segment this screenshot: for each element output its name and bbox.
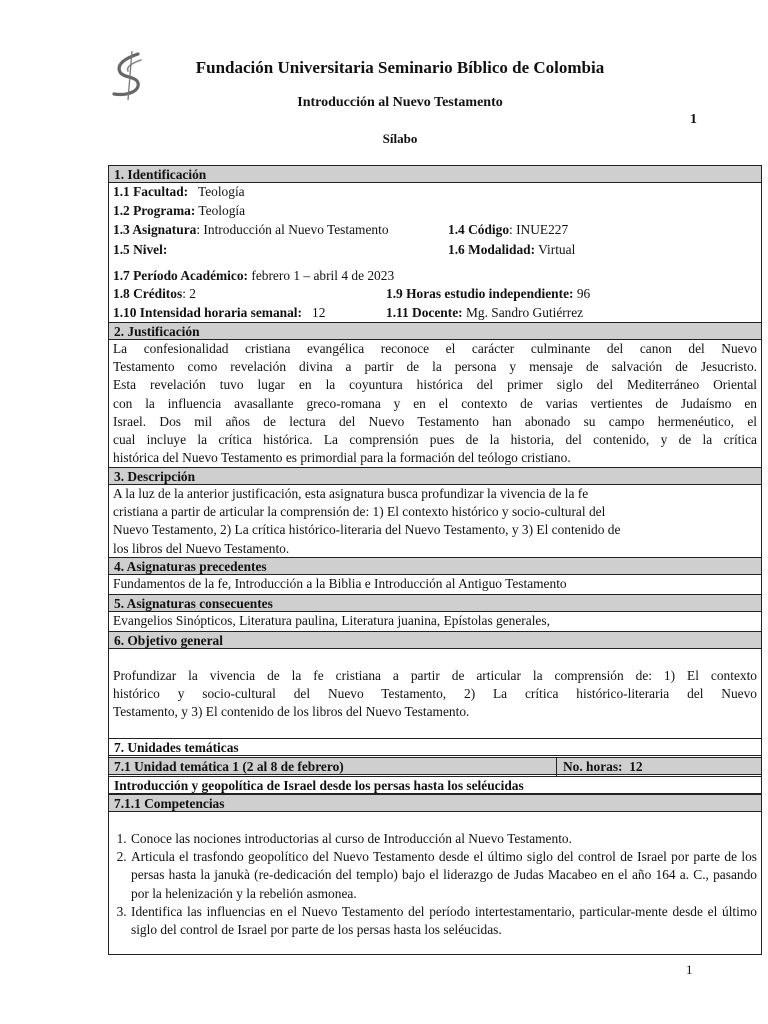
justificacion-text: La confesionalidad cristiana evangélica reconoce el carácter culminante del canon del Nuevo Testamento como revelación divina a partir de la persona y mensaje de salvación de Jesucristo. Esta revelación tuvo lugar en la coyuntura histórica del primer siglo del Mediterráneo Oriental con la influencia avasallante greco-romana y en el contexto de varias vertientes de Judaísmo en Israel. Dos mil años de lectura del Nuevo Testamento han abonado su campo hermenéutico, el cual incluye la crítica histórica. La comprensión pues de la historia, del contenido, y de la crítica histórica del Nuevo Testamento es primordial para la formación del teólogo cristiano.: [113, 341, 757, 466]
unit-1-row: [108, 757, 762, 775]
competencias-heading: 7.1.1 Competencias: [108, 794, 762, 812]
identificacion-fields: [108, 183, 762, 322]
nivel-label: 1.5 Nivel:: [113, 242, 168, 257]
horas-value: 96: [576, 286, 591, 301]
programa-value: Teología: [198, 203, 246, 218]
intensidad-value: 12: [312, 305, 326, 320]
document-type: Sílabo: [382, 131, 418, 146]
unit-1-title: 7.1 Unidad temática 1 (2 al 8 de febrero): [114, 759, 344, 774]
page-number-bottom: 1: [686, 962, 693, 977]
codigo-label: 1.4 Código: [448, 222, 510, 237]
docente-value: Mg. Sandro Gutiérrez: [465, 305, 584, 320]
precedentes-text: Fundamentos de la fe, Introducción a la Biblia e Introducción al Antiguo Testamento: [113, 576, 567, 591]
section-objetivo-heading: 6. Objetivo general: [108, 631, 762, 649]
section-justificacion-heading: 2. Justificación: [108, 322, 762, 340]
unit-hours-label: No. horas:: [563, 759, 623, 774]
modalidad-value: Virtual: [538, 242, 576, 257]
periodo-value: febrero 1 – abril 4 de 2023: [251, 268, 395, 283]
competencia-item: 2. Articula el trasfondo geopolítico del Nuevo Testamento desde el último siglo del control de Israel por parte de los persas hasta la janukà (re-dedicación del templo) bajo el liderazgo de Judas Macabeo en el año 164 a. C., pasando por la helenización y la rebelión asmonea.: [130, 848, 757, 903]
competencia-item: 3. Identifica las influencias en el Nuevo Testamento del período intertestamentario, particular-mente desde el último siglo del control de Israel por parte de los persas hasta los seléucidas.: [130, 903, 757, 939]
unit-1-topic: Introducción y geopolítica de Israel desde los persas hasta los seléucidas: [108, 776, 762, 794]
facultad-value: Teología: [197, 184, 245, 199]
objetivo-text: Profundizar la vivencia de la fe cristiana a partir de articular la comprensión de: 1) El contexto histórico y socio-cultural del Nuevo Testamento, 2) La crítica histórico-literaria del Nuevo Testamento, y 3) El contenido de los libros del Nuevo Testamento.: [113, 668, 757, 720]
consecuentes-text: Evangelios Sinópticos, Literatura paulina, Literatura juanina, Epístolas generales,: [113, 613, 550, 628]
descripcion-text: A la luz de la anterior justificación, esta asignatura busca profundizar la vivencia de la fe cristiana a partir de articular la comprensión de: 1) El contexto histórico y socio-cultural del Nuevo Testamento, 2) La crítica histórico-literaria del Nuevo Testamento, y 3) El contenido de los libros del Nuevo Testamento.: [113, 486, 621, 556]
intensidad-label: 1.10 Intensidad horaria semanal:: [113, 305, 302, 320]
docente-label: 1.11 Docente:: [386, 305, 463, 320]
section-unidades-heading: 7. Unidades temáticas: [108, 738, 762, 756]
codigo-value: : INUE227: [509, 222, 569, 237]
unit-hours-value: 12: [629, 759, 643, 774]
programa-label: 1.2 Programa:: [113, 203, 196, 218]
competencias-list: [108, 830, 762, 939]
institution-name: Fundación Universitaria Seminario Bíblico de Colombia: [195, 58, 605, 77]
modalidad-label: 1.6 Modalidad:: [448, 242, 536, 257]
section-identificacion-heading: 1. Identificación: [108, 165, 762, 183]
asignatura-label: 1.3 Asignatura: [113, 222, 197, 237]
unit-row-divider: [556, 757, 557, 776]
course-title: Introducción al Nuevo Testamento: [297, 95, 503, 110]
periodo-label: 1.7 Período Académico:: [113, 268, 248, 283]
creditos-label: 1.8 Créditos: [113, 286, 183, 301]
asignatura-value: : Introducción al Nuevo Testamento: [196, 222, 389, 237]
section-precedentes-heading: 4. Asignaturas precedentes: [108, 557, 762, 575]
section-descripcion-heading: 3. Descripción: [108, 467, 762, 485]
page-number-top: 1: [690, 112, 697, 127]
competencia-item: 1. Conoce las nociones introductorias al curso de Introducción al Nuevo Testamento.: [130, 830, 757, 848]
horas-label: 1.9 Horas estudio independiente:: [386, 286, 574, 301]
creditos-value: : 2: [182, 286, 196, 301]
facultad-label: 1.1 Facultad:: [113, 184, 189, 199]
section-consecuentes-heading: 5. Asignaturas consecuentes: [108, 594, 762, 612]
